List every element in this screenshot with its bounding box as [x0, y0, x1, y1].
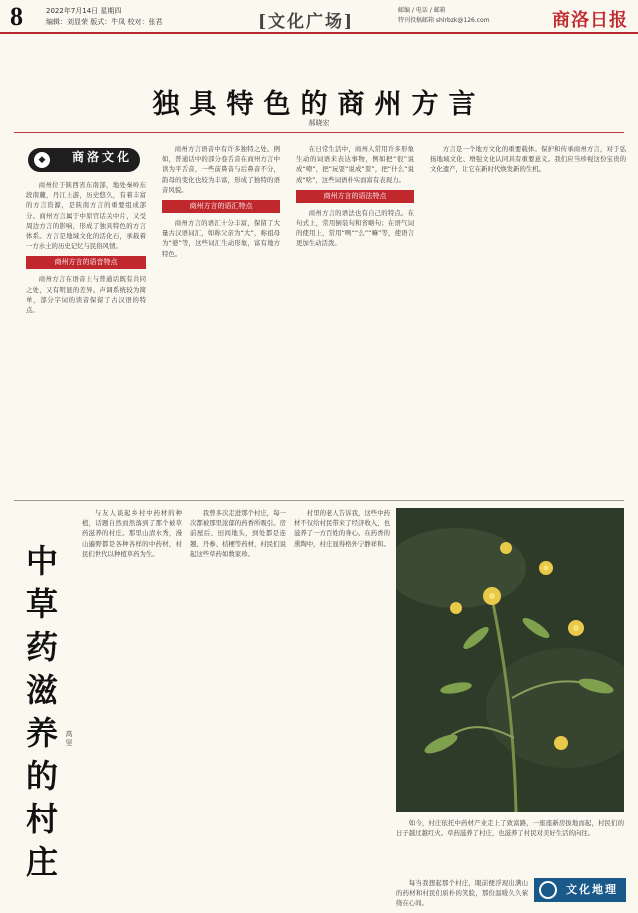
- page-number: 8: [10, 2, 23, 31]
- title-char: 的: [25, 757, 58, 795]
- text-column: [26, 180, 146, 500]
- section-divider: [14, 500, 624, 501]
- staff-info: [398, 6, 490, 26]
- article-author: 高 坚: [65, 730, 73, 747]
- text-column: [430, 144, 626, 500]
- staff-line: 特刊投稿邮箱 shlrbzk@126.com: [398, 17, 490, 24]
- title-rule: [14, 132, 624, 133]
- title-char: 养: [25, 714, 58, 752]
- emblem-icon: [539, 881, 557, 899]
- article-author: 郝晓宏: [308, 119, 330, 127]
- masthead: [0, 0, 638, 34]
- paragraph: 商州位于陕西省东南部，地处秦岭东段南麓，丹江上游，历史悠久，有着丰富的方言资源，是陕南方言的重要组成部分。商州方言属于中原官话关中片，又受周边方言的影响，形成了独具特色的方言体系。方言是地域文化的活化石，承载着一方水土的历史记忆与民俗风情。: [26, 181, 146, 251]
- text-column: [82, 508, 182, 903]
- section-tag-label: 文化地理: [566, 883, 618, 896]
- section-title: [文化广场]: [258, 12, 355, 32]
- staff-line: 邮编 / 电话 / 邮箱: [398, 7, 446, 14]
- paragraph: 每当我想起那个村庄，眼前便浮现出满山的药材和村民们质朴的笑脸，那份温暖久久萦绕在心间。: [396, 879, 528, 908]
- title-char: 草: [25, 585, 58, 623]
- title-char: 村: [25, 800, 58, 838]
- issue-meta: [46, 6, 162, 28]
- paragraph: 商州方言的语汇十分丰富，保留了大量古汉语词汇，如称父亲为“大”，称祖母为“婆”等，这些词汇生动形象，富有地方特色。: [162, 219, 280, 258]
- paragraph: 商州方言语音中有许多独特之处。例如，普通话中的部分卷舌音在商州方言中读为平舌音，一些前鼻音与后鼻音不分，韵母的变化也较为丰富，形成了独特的语音风貌。: [162, 145, 280, 194]
- herb-photo: [396, 508, 624, 812]
- paragraph: 如今，村庄依托中药材产业走上了致富路，一座座新房拔地而起，村民们的日子越过越红火。草药滋养了村庄，也滋养了村民对美好生活的向往。: [396, 819, 624, 838]
- vertical-article-title: [24, 540, 60, 884]
- paragraph: 我曾多次走进那个村庄，每一次都被那里浓郁的药香所吸引。房前屋后、田间地头，到处都是连翘、丹参、桔梗等药材，村民们说起这些草药如数家珍。: [190, 509, 286, 558]
- text-column: [396, 878, 528, 908]
- banner-emblem-icon: ◆: [34, 152, 50, 168]
- section-banner: [28, 148, 140, 172]
- title-char: 中: [25, 542, 58, 580]
- title-char: 药: [25, 628, 58, 666]
- subhead: 商州方言的语音特点: [26, 256, 146, 269]
- text-column: [162, 144, 280, 500]
- subhead: 商州方言的语汇特点: [162, 200, 280, 213]
- paragraph: 商州方言在语音上与普通话既有共同之处，又有明显的差异。声调系统较为简单，部分字词的读音保留了古汉语的特点。: [26, 275, 146, 315]
- title-char: 滋: [25, 671, 58, 709]
- banner-label: 商洛文化: [71, 150, 132, 164]
- section-tag: [534, 878, 626, 902]
- text-column: [190, 508, 286, 903]
- paragraph: 村里的老人告诉我，这些中药材不仅给村民带来了经济收入，也滋养了一方百姓的身心。在药香的熏陶中，村庄显得格外宁静祥和。: [294, 509, 390, 548]
- paragraph: 与友人谈起乡村中药材的种植，话题自然而然落到了那个被草药滋养的村庄。那里山清水秀，漫山遍野都是各种各样的中药材，村民们世代以种植草药为生。: [82, 509, 182, 558]
- date-line: 2022年7月14日 星期四: [46, 7, 122, 15]
- plant-illustration: [396, 508, 624, 812]
- title-char: 庄: [25, 843, 58, 881]
- text-column: [296, 144, 414, 500]
- text-column: [294, 508, 390, 903]
- newspaper-logo: 商洛日报: [552, 10, 628, 31]
- article-title: 独具特色的商州方言: [152, 89, 486, 120]
- subhead: 商州方言的语法特点: [296, 190, 414, 203]
- editor-line: 编辑：刘显荣 版式：牛凤 校对：张君: [46, 18, 163, 26]
- paragraph: 方言是一个地方文化的重要载体。保护和传承商州方言，对于弘扬地域文化、增强文化认同具有重要意义。我们应当珍视这份宝贵的文化遗产，让它在新时代焕发新的生机。: [430, 145, 626, 174]
- text-column: [396, 818, 624, 874]
- paragraph: 在日常生活中，商州人常用许多形象生动的词语来表达事物，例如把“很”说成“嘹”，把“玩耍”说成“耍”，把“什么”说成“啥”，这些词语朴实而富有表现力。: [296, 145, 414, 184]
- paragraph: 商州方言的语法也有自己的特点。在句式上，常用倒装句和省略句；在语气词的使用上，常用“咧”“么”“嘛”等，使语言更加生动活泼。: [296, 208, 414, 248]
